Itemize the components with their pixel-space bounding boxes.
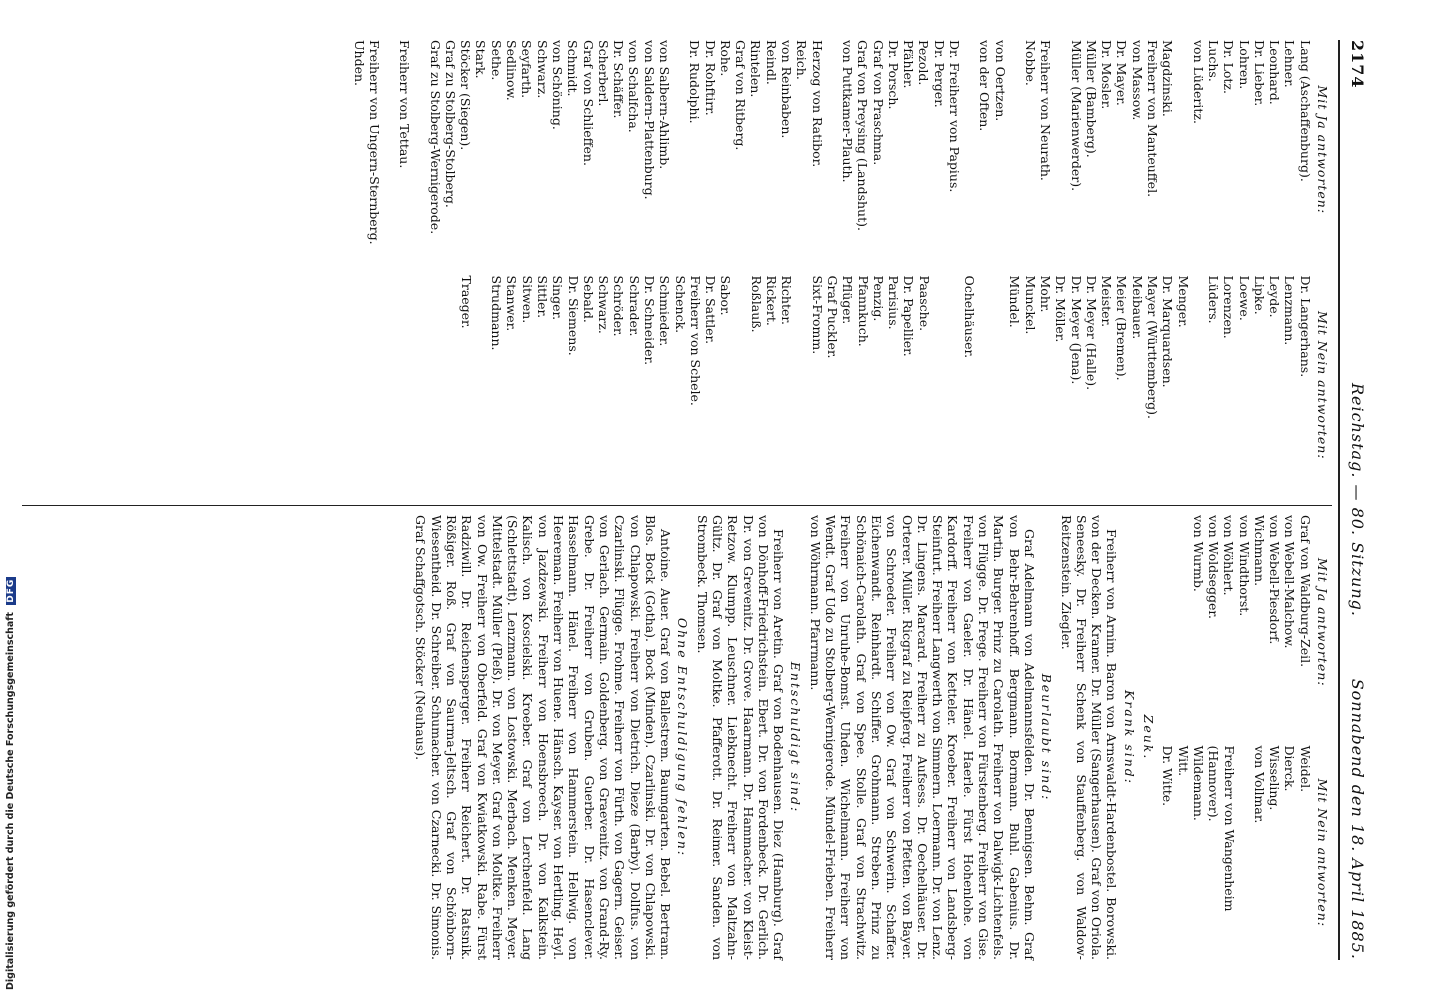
member-name: Sixt-Fromm. xyxy=(809,275,825,355)
member-name: von Vollmar. xyxy=(1251,745,1267,824)
list-gap xyxy=(977,276,992,496)
section-heading-zeuk: Zeuk. xyxy=(1141,714,1157,761)
member-name: Graf von Praschma. xyxy=(870,40,886,166)
member-name: von Reinbaben. xyxy=(779,40,795,139)
member-name: Mohr. xyxy=(1037,275,1053,313)
member-name: Pfähler. xyxy=(901,40,917,89)
member-name: Dr. Sattler. xyxy=(703,275,719,345)
member-name: Witt. xyxy=(1175,745,1191,777)
member-name: Dr. Rohftirr. xyxy=(702,40,718,116)
member-name: von Massow. xyxy=(1129,40,1145,121)
member-name: Singer. xyxy=(550,275,566,321)
member-name: Dr. Meyer (Halle). xyxy=(1083,275,1099,391)
member-name: Dr. Perger. xyxy=(931,40,947,108)
member-name: Pfannkuch. xyxy=(855,275,871,347)
entschuldigt-paragraph: Freiherr von Aretin. Graf von Bodenhausen. Diez (Hamburg). Graf von Dönhoff-Friedrichstein. Ebert. Dr. von Fordenbeck. Dr. Gerlich. Dr. von Grevenitz. Dr. Grove. Haarmann. Dr. Hammacher. von Kleist-Retzow. Klumpp. Leuschner. Liebknecht. Freiherr von Maltzahn-Gültz. Dr. Graf von Moltke. Pfafferott. Dr. Reimer. Sanden. von Strombeck. Thomsen. xyxy=(694,515,787,960)
member-name: Parisius. xyxy=(886,275,902,330)
member-name: Stark. xyxy=(473,40,489,79)
member-name: Lenzmann. xyxy=(1282,275,1298,346)
member-name: Luchs. xyxy=(1205,40,1221,82)
member-name: Lehner. xyxy=(1282,40,1298,88)
member-name: Schmieder. xyxy=(657,275,673,347)
list-gap xyxy=(794,276,809,496)
member-name: von Schöning. xyxy=(549,40,565,130)
member-name: Dierck. xyxy=(1282,745,1298,792)
name-list xyxy=(1160,746,1313,961)
column-heading: Mit Nein antworten: xyxy=(1315,778,1330,928)
member-name: Traeger. xyxy=(458,275,474,329)
page-title: Reichstag. — 80. Sitzung. xyxy=(1348,383,1367,617)
list-gap xyxy=(947,276,962,496)
list-gap xyxy=(1191,276,1206,496)
list-gap xyxy=(1008,40,1023,260)
member-name: von Lüderitz. xyxy=(1190,40,1206,124)
member-name: Lohren. xyxy=(1236,40,1252,90)
member-name: Rintelen. xyxy=(748,40,764,98)
member-name: Pflüger. xyxy=(840,275,856,325)
page-number: 2174 xyxy=(1348,40,1367,89)
ohne-paragraph: Antoine. Auer. Graf von Ballestrem. Baumgarten. Bebel. Bertram. Blos. Bock (Gotha). Bock (Minden). Czarlinski. Dr. von Chlapowski. von Chlapowski. Freiherr von Dietrich. Dieze (Barby). Dollfus. von Czarlinski. Flügge. Frohme. Freiherr von Fürth. von Gagern. Geiser. von Gerlach. Germain. Goldenberg. von Graevenitz. von Grand-Ry. Grebe. Dr. Freiherr von Gruben. Guerber. Dr. Hasenclever. Hasselmann. Hänel. Freiherr von Hammerstein. Hellwig. von Heereman. Freiherr von Huene. Hänsch. Kayser. von Hertling. Heyl. von Jazdzewski. Freiherr von Hoensbroech. Dr. von Kalkstein. Kalisch. von Koscielski. Kroeber. Graf von Lerchenfeld. Lang (Schlettstadt). Lenzmann. von Lostowski. Merbach. Menken. Meyer. Mittelstadt. Müller (Pleß). Dr. von Meyer. Graf von Moltke. Freiherr von Ow. Freiherr von Oberfeld. Graf von Kwiatkowski. Rabe. Fürst Radziwill. Dr. Reichensperger. Freiherr Reichert. Dr. Ratsnik. Rößiger. Roß. Graf von Saurma-Jeltsch. Graf von Schönborn-Wiesentheid. Dr. Schreiber. Schumacher. von Czarnecki. Dr. Simonis. Graf Schaffgotsch. Stöcker (Neuhaus). xyxy=(413,515,674,960)
member-name: Stöcker (Siegen). xyxy=(458,40,474,151)
member-name: Dr. Möller. xyxy=(1053,275,1069,343)
member-name: Paasche. xyxy=(916,275,932,332)
member-name: Dr. Witte. xyxy=(1160,745,1176,807)
member-name: Sebald. xyxy=(580,275,596,323)
member-name: Dr. Lieber. xyxy=(1251,40,1267,107)
member-name: Freiherr von Manteuffel. xyxy=(1145,40,1161,198)
member-name: Meister. xyxy=(1099,275,1115,328)
member-name: Lorenzen. xyxy=(1221,275,1237,339)
member-name: Magdzinski. xyxy=(1160,40,1176,117)
list-gap xyxy=(474,276,489,496)
member-name: Leyde. xyxy=(1267,275,1283,318)
member-name: Reich. xyxy=(794,40,810,80)
list-gap xyxy=(962,40,977,260)
right-no-column xyxy=(1160,746,1330,961)
member-name: von Windthorst. xyxy=(1236,515,1252,617)
member-name: von Oertzen. xyxy=(992,40,1008,122)
member-name: Meibauer. xyxy=(1129,275,1145,340)
beurlaubt-paragraph: Graf Adelmann von Adelmannsfelden. Dr. Bennigsen. Behm. Graf von Behr-Behrenhoff. Bergmann. Bormann. Buhl. Gabenius. Dr. Martin. Burger. Prinz zu Carolath. Freiherr von Dalwigk-Lichtenfels. von Flügge. Dr. Frege. Freiherr von Fürstenberg. Freiherr von Gise. Freiherr von Gaeler. Dr. Hänel. Haerle. Fürst Hohenlohe. von Kardorff. Freiherr von Ketteler. Kroeber. Freiherr von Landsberg-Steinfurt. Freiherr Langwerth von Simmern. Loermann. Dr. von Lenz. Dr. Lingens. Marcard. Freiherr zu Aufsess. Dr. Oechelhäuser. Dr. Orterer. Müller. Ricgraf zu Reipferg. Freiherr von Pfetten. von Bayer. von Schroeder. Freiherr von Ow. Graf von Schwerin. Schaffer. Eichenwandt. Reinhardt. Schiffer. Grohmann. Streben. Prinz zu Schönaich-Carolath. Graf von Spee. Stolle. Graf von Strachwitz. Freiherr von Unruhe-Bomst. Uhden. Wichelmann. Freiherr von Wendt. Graf Udo zu Stolberg-Wernigerode. Mündel-Frieben. Freiherr von Wöhrmann. Pfarrmann. xyxy=(807,515,1037,960)
member-name: Dr. Porsch. xyxy=(885,40,901,110)
member-name: Dr. Mosler. xyxy=(1099,40,1115,110)
member-name: Leonhard. xyxy=(1267,40,1283,105)
left-half xyxy=(22,40,1330,495)
member-name: Rickert. xyxy=(764,275,780,326)
member-name: Dr. Freiherr von Papius. xyxy=(947,40,963,193)
member-name: von der Often. xyxy=(977,40,993,132)
left-no-column xyxy=(351,276,1330,496)
member-name: Müller (Marienwerder). xyxy=(1068,40,1084,192)
member-name: Schenck. xyxy=(672,275,688,334)
member-name: Dr. Mayer. xyxy=(1114,40,1130,106)
member-name: Mayer (Württemberg). xyxy=(1145,275,1161,419)
member-name: Stanwer. xyxy=(504,275,520,332)
list-gap xyxy=(734,276,749,496)
member-name: Uhden. xyxy=(351,40,367,87)
name-list xyxy=(1190,515,1312,730)
member-name: Penzig. xyxy=(870,275,886,322)
list-gap xyxy=(932,276,947,496)
member-name: Dr. Marquardsen. xyxy=(1160,275,1176,388)
member-name: Lipke. xyxy=(1251,275,1267,315)
member-name: Schwarz. xyxy=(596,275,612,334)
member-name: Dr. Siemens. xyxy=(565,275,581,356)
member-name: Graf von Preysing (Landshut). xyxy=(855,40,871,231)
member-name: Freiherr von Schele. xyxy=(687,275,703,406)
list-gap xyxy=(992,276,1007,496)
column-divider xyxy=(22,505,1332,506)
list-gap xyxy=(672,40,687,260)
member-name: Graf von Ritberg. xyxy=(733,40,749,151)
member-name: von Webell-Malchow. xyxy=(1282,515,1298,649)
member-name: Freiherr von Tettau. xyxy=(397,40,413,169)
member-name: Graf von Schlieffen. xyxy=(580,40,596,166)
list-gap xyxy=(1237,746,1252,961)
member-name: von Salbern-Ahlimb. xyxy=(657,40,673,170)
member-name: Menger. xyxy=(1175,275,1191,328)
member-name: Dr. Meyer (Jena). xyxy=(1068,275,1084,385)
member-name: Loewe. xyxy=(1236,275,1252,321)
member-name: Roßlauß. xyxy=(748,275,764,333)
member-name: Schrader. xyxy=(626,275,642,337)
credit-text: Digitalisierung gefördert durch die Deutsche Forschungsgemeinschaft xyxy=(5,612,16,990)
page-date: Sonnabend den 18. April 1885. xyxy=(1348,678,1367,960)
member-name: Graf von Waldburg-Zeil. xyxy=(1297,515,1313,668)
member-name: Dr. Schneider. xyxy=(642,275,658,366)
member-name: Dr. Langerhans. xyxy=(1297,275,1313,378)
list-gap xyxy=(1053,40,1068,260)
member-name: von Schalfcha. xyxy=(626,40,642,133)
document-page xyxy=(2,0,1382,1000)
section-heading-beurlaubt: Beurlaubt sind: xyxy=(1039,673,1055,802)
member-name: von Puttkamer-Plauth. xyxy=(839,40,855,183)
dfg-logo-icon: DFG xyxy=(6,578,16,603)
member-name: Graf zu Stolberg-Wernigerode. xyxy=(427,40,443,235)
member-name: Mündel. xyxy=(1007,275,1023,328)
member-name: Graf Puckler. xyxy=(824,275,840,359)
member-name: Freiherr von Neurath. xyxy=(1038,40,1054,181)
member-name: Lang (Aschaffenburg). xyxy=(1297,40,1313,182)
member-name: Schröder. xyxy=(611,275,627,337)
right-yes-column xyxy=(1160,515,1330,730)
member-name: Ochelhäuser. xyxy=(962,275,978,359)
list-gap xyxy=(825,40,840,260)
column-heading: Mit Nein antworten: xyxy=(1315,310,1330,460)
member-name: Reindl. xyxy=(763,40,779,85)
member-name: Sedlinow. xyxy=(504,40,520,101)
list-gap xyxy=(382,40,397,260)
section-heading-ohne: Ohne Entschuldigung fehlen: xyxy=(675,617,691,858)
member-name: Dr. Lotz. xyxy=(1221,40,1237,94)
member-name: Graf zu Stolberg-Stolberg. xyxy=(442,40,458,208)
page-header xyxy=(1342,40,1372,960)
member-name: Wichmann. xyxy=(1251,515,1267,587)
header-rule xyxy=(1338,40,1340,960)
member-name: Nobbe. xyxy=(1022,40,1038,86)
right-half xyxy=(22,515,1330,960)
member-name: Müller (Bamberg). xyxy=(1083,40,1099,158)
member-name: Strudmann. xyxy=(489,275,505,351)
member-name: Richter. xyxy=(779,275,795,325)
member-name: Pezold. xyxy=(916,40,932,86)
member-name: (Hannover). xyxy=(1206,745,1222,822)
member-name: von Woldsegger. xyxy=(1205,515,1221,619)
member-name: Lüders. xyxy=(1205,275,1221,324)
member-name: Munckel. xyxy=(1022,275,1038,335)
member-name: Dr. Rudolphi. xyxy=(687,40,703,124)
section-heading-krank: Krank sind: xyxy=(1121,689,1137,786)
name-list xyxy=(458,276,1312,496)
krank-paragraph: Freiherr von Arnim. Baron von Arnswaldt-Hardenbostel. Borowski. von der Decken. Kramer. Dr. Müller (Sangerhausen). Graf von Oriola. Seneesky. Dr. Freiherr Schenk von Stauffenberg. von Waldow-Reitzenstein. Ziegler. xyxy=(1058,515,1120,960)
member-name: Dr. Papellier. xyxy=(901,275,917,357)
member-name: Freiherr von Ungern-Sternberg. xyxy=(366,40,382,245)
member-name: Sitwen. xyxy=(519,275,535,324)
member-name: Seyfarth. xyxy=(519,40,535,99)
member-name: von Webell-Piesdorf. xyxy=(1267,515,1283,645)
member-name: von Wöhlert. xyxy=(1221,515,1237,596)
member-name: von Saldern-Plattenburg. xyxy=(641,40,657,200)
list-gap xyxy=(412,40,427,260)
member-name: Schwarz. xyxy=(534,40,550,99)
member-name: Wildemann. xyxy=(1190,745,1206,821)
list-gap xyxy=(1175,40,1190,260)
column-heading: Mit Ja antworten: xyxy=(1315,557,1330,687)
member-name: Weidel. xyxy=(1297,745,1313,793)
member-name: Rohe. xyxy=(717,40,733,77)
member-name: Scherberl. xyxy=(595,40,611,107)
digitization-credit xyxy=(4,578,16,990)
member-name: Herzog von Ratibor. xyxy=(809,40,825,168)
member-name: Freiherr von Wangenheim xyxy=(1221,745,1237,912)
column-heading: Mit Ja antworten: xyxy=(1315,85,1330,215)
name-list xyxy=(351,40,1312,260)
member-name: Schmidt. xyxy=(565,40,581,97)
member-name: Meier (Bremen). xyxy=(1114,275,1130,381)
member-name: Sittler. xyxy=(534,275,550,319)
member-name: Dr. Schäffer. xyxy=(611,40,627,119)
member-name: Wisseling. xyxy=(1267,745,1283,811)
section-heading-entschuldigt: Entschuldigt sind: xyxy=(788,661,804,814)
left-yes-column xyxy=(351,40,1330,260)
member-name: von Wurmb. xyxy=(1190,515,1206,592)
member-name: Sabor. xyxy=(718,275,734,316)
member-name: Sethe. xyxy=(488,40,504,81)
